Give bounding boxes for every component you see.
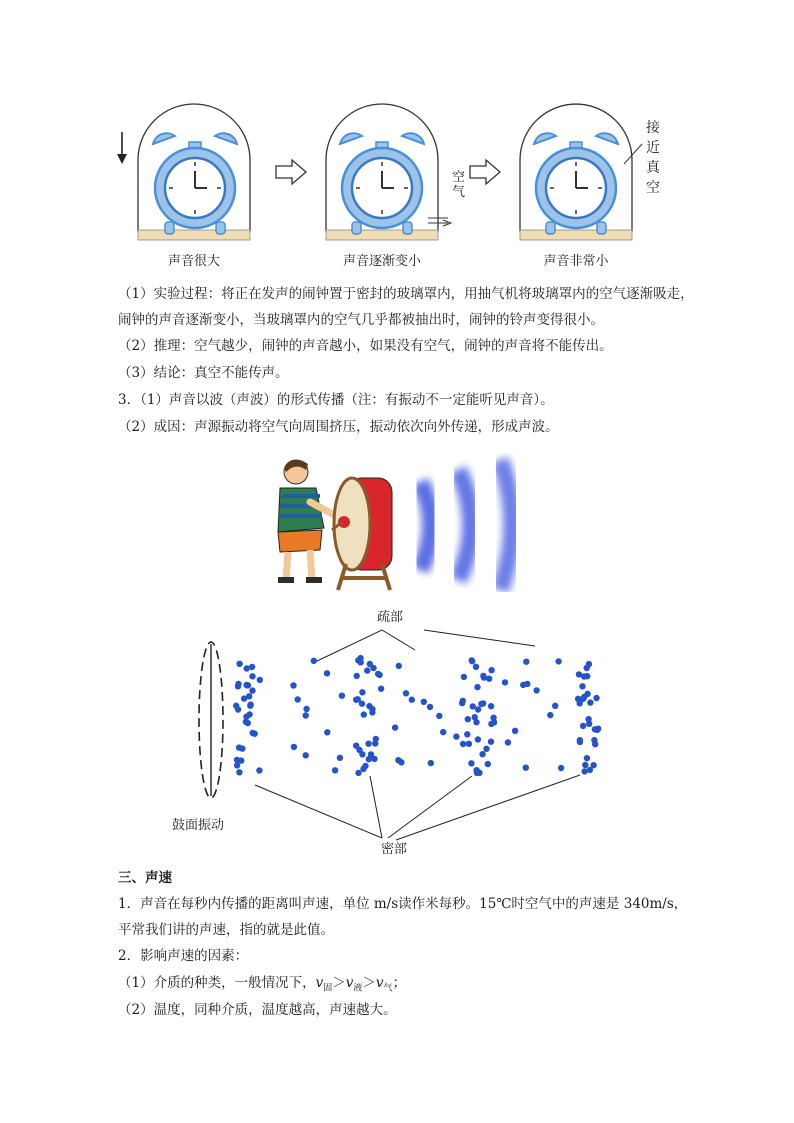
- air-particle: [373, 736, 379, 742]
- air-particle: [246, 711, 252, 717]
- air-particle: [392, 724, 398, 730]
- air-particle: [502, 679, 508, 685]
- air-particle: [375, 671, 381, 677]
- air-particle: [257, 677, 263, 683]
- air-particle: [241, 695, 247, 701]
- paragraph-sound-wave: 3．（1）声音以波（声波）的形式传播（注：有振动不一定能听见声音）。: [118, 392, 554, 408]
- alarm-clock-icon: [534, 133, 618, 234]
- air-particle: [475, 706, 481, 712]
- air-particle: [236, 744, 242, 750]
- air-particle: [303, 712, 309, 718]
- air-particle: [311, 658, 317, 664]
- air-particle: [459, 700, 465, 706]
- air-particle: [409, 697, 415, 703]
- air-particle: [357, 655, 363, 661]
- air-particle: [533, 687, 539, 693]
- paragraph-speed-factors: 2．影响声速的因素：: [118, 948, 249, 964]
- bell-jar-figure: [100, 100, 700, 275]
- air-particle: [512, 728, 518, 734]
- air-particle: [398, 759, 404, 765]
- air-particle: [488, 703, 494, 709]
- air-particle: [366, 703, 372, 709]
- air-particle: [581, 768, 587, 774]
- air-particle: [353, 743, 359, 749]
- air-particle: [488, 739, 494, 745]
- air-particle: [243, 719, 249, 725]
- air-particle: [355, 696, 361, 702]
- paragraph-temperature: （2）温度，同种介质，温度越高，声速越大。: [118, 1002, 397, 1018]
- air-particle: [359, 751, 365, 757]
- air-particle: [483, 746, 489, 752]
- air-particle: [250, 730, 256, 736]
- vacuum-label: 接近真空: [646, 120, 660, 196]
- air-particle: [473, 664, 479, 670]
- air-particle: [523, 765, 529, 771]
- paragraph-speed-definition: 1．声音在每秒内传播的距离叫声速，单位 m/s读作米每秒。15℃时空气中的声速是 340m/s，平常我们讲的声速，指的就是此值。: [118, 896, 688, 938]
- air-particle: [365, 741, 371, 747]
- air-particle: [576, 671, 582, 677]
- air-particle: [236, 661, 242, 667]
- air-particle: [354, 673, 360, 679]
- boy-figure: [278, 460, 340, 580]
- air-particle: [370, 665, 376, 671]
- air-particle: [584, 691, 590, 697]
- drum-illustration: [272, 452, 528, 592]
- air-particle: [249, 664, 255, 670]
- air-particle: [473, 719, 479, 725]
- air-particle: [468, 760, 474, 766]
- dense-label: 密部: [380, 842, 407, 857]
- jar-2: [326, 104, 451, 240]
- air-particle: [523, 659, 529, 665]
- drum: [332, 478, 392, 590]
- air-particle: [368, 751, 374, 757]
- air-particle: [337, 755, 343, 761]
- paragraph-inference: （2）推理：空气越少，闹钟的声音越小，如果没有空气，闹钟的声音将不能传出。: [118, 338, 613, 354]
- air-particle: [474, 770, 480, 776]
- air-particle: [580, 723, 586, 729]
- air-particle: [427, 704, 433, 710]
- air-particle: [505, 739, 511, 745]
- air-particle: [486, 676, 492, 682]
- air-particle: [236, 769, 242, 775]
- caption-fading: 声音逐渐变小: [342, 254, 421, 269]
- air-particle: [403, 690, 409, 696]
- air-particle: [582, 762, 588, 768]
- air-particle: [575, 696, 581, 702]
- air-particle: [579, 683, 585, 689]
- air-particle: [585, 716, 591, 722]
- air-particle: [460, 741, 466, 747]
- air-particle: [235, 681, 241, 687]
- air-particle: [359, 689, 365, 695]
- air-particle: [324, 729, 330, 735]
- air-particle: [593, 695, 599, 701]
- alarm-clock-icon: [340, 133, 424, 234]
- air-particle: [396, 663, 402, 669]
- air-particle: [490, 715, 496, 721]
- sound-wave-1: [420, 482, 431, 570]
- air-particle: [324, 670, 330, 676]
- air-particle: [244, 682, 250, 688]
- air-particle: [470, 703, 476, 709]
- air-particle: [488, 721, 494, 727]
- sound-wave-2: [458, 470, 471, 580]
- air-particle: [453, 733, 459, 739]
- air-particle: [428, 760, 434, 766]
- air-particle: [485, 761, 491, 767]
- paragraph-wave-cause: （2）成因：声源振动将空气向周围挤压，振动依次向外传递，形成声波。: [118, 419, 559, 435]
- air-particle: [355, 770, 361, 776]
- drum-vibration-label: 鼓面振动: [172, 818, 225, 833]
- air-particle: [587, 699, 593, 705]
- air-particle: [303, 752, 309, 758]
- air-particle: [592, 726, 598, 732]
- air-particle: [362, 763, 368, 769]
- air-particle: [475, 736, 481, 742]
- air-particle: [248, 701, 254, 707]
- air-particle: [465, 716, 471, 722]
- air-particle: [361, 711, 367, 717]
- jar-1: [117, 104, 250, 240]
- section-heading-sound-speed: 三、声速: [118, 870, 172, 886]
- air-particle: [555, 658, 561, 664]
- air-particle: [249, 687, 255, 693]
- air-particle: [464, 731, 470, 737]
- air-particle: [461, 674, 467, 680]
- air-particle: [291, 744, 297, 750]
- air-particles: [233, 655, 601, 776]
- air-particle: [440, 729, 446, 735]
- air-particle: [558, 765, 564, 771]
- air-particle: [520, 682, 526, 688]
- v-symbol: v: [315, 975, 324, 991]
- air-particle: [466, 741, 472, 747]
- air-particle: [421, 699, 427, 705]
- paragraph-conclusion: （3）结论：真空不能传声。: [118, 365, 289, 381]
- air-particle: [332, 767, 338, 773]
- air-particle: [295, 696, 301, 702]
- air-particle: [584, 673, 590, 679]
- air-particle: [249, 673, 255, 679]
- air-particle: [488, 667, 494, 673]
- right-arrow-icon: [470, 160, 500, 184]
- air-particle: [577, 737, 583, 743]
- air-particle: [244, 665, 250, 671]
- air-particle: [590, 762, 596, 768]
- air-particle: [339, 693, 345, 699]
- sparse-label: 疏部: [376, 610, 403, 625]
- air-label: 空气: [452, 170, 466, 200]
- air-particle: [233, 703, 239, 709]
- air-particle: [592, 741, 598, 747]
- air-particle: [586, 661, 592, 667]
- alarm-clock-icon: [153, 133, 237, 234]
- air-particle: [552, 703, 558, 709]
- caption-loud: 声音很大: [167, 254, 220, 269]
- caption-very-quiet: 声音非常小: [543, 254, 609, 269]
- air-particle: [584, 755, 590, 761]
- air-particle: [479, 751, 485, 757]
- air-particle: [469, 658, 475, 664]
- right-arrow-icon: [276, 160, 306, 184]
- paragraph-medium-type: （1）介质的种类，一般情况下，$v_固>v_液>v_气$；: [118, 975, 407, 994]
- air-particle: [369, 709, 375, 715]
- air-particle: [290, 682, 296, 688]
- air-particle: [378, 686, 384, 692]
- jar-3: [520, 104, 642, 240]
- sound-wave-3: [500, 460, 512, 590]
- air-particle: [478, 701, 484, 707]
- air-particle: [474, 684, 480, 690]
- air-particle: [256, 767, 262, 773]
- air-particle: [238, 757, 244, 763]
- paragraph-experiment: （1）实验过程：将正在发声的闹钟置于密封的玻璃罩内，用抽气机将玻璃罩内的空气逐渐吸走，闹钟的声音逐渐变小，当玻璃罩内的空气几乎都被抽出时，闹钟的铃声变得很小。: [118, 286, 694, 328]
- air-particle: [364, 667, 370, 673]
- air-particle: [436, 713, 442, 719]
- air-particle: [303, 706, 309, 712]
- air-particle: [547, 712, 553, 718]
